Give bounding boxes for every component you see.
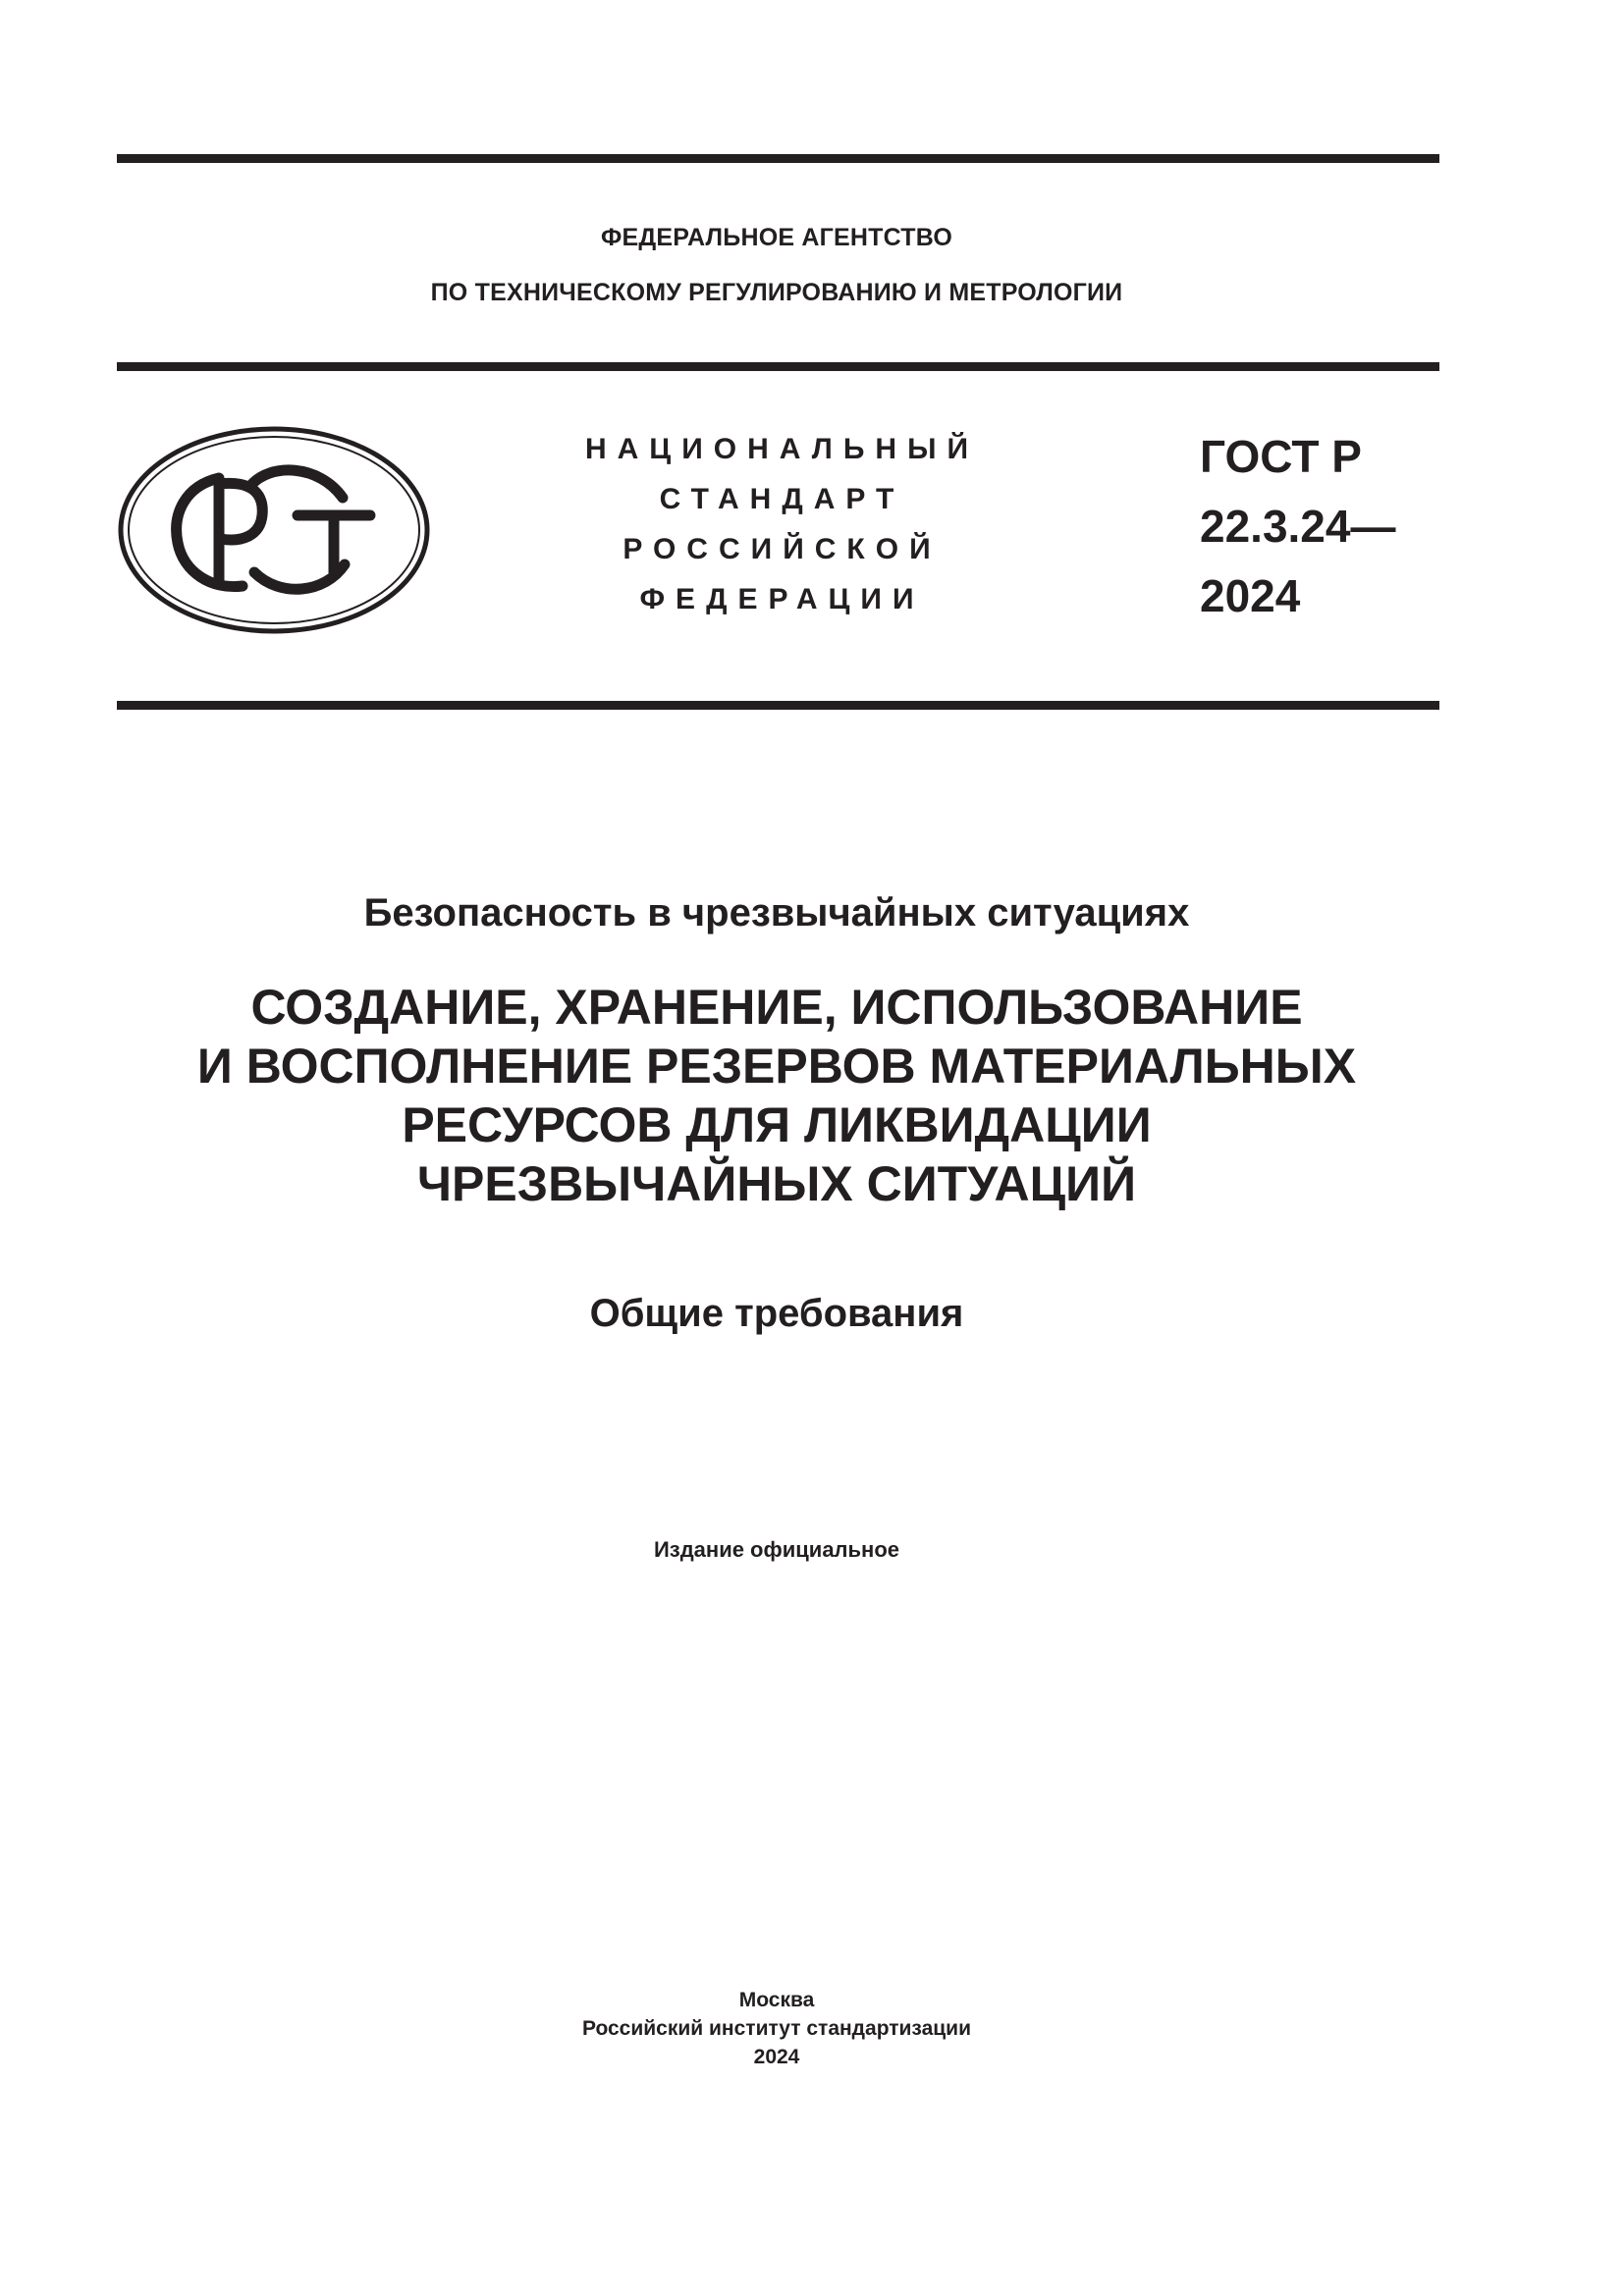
- national-line-4: ФЕДЕРАЦИИ: [639, 583, 925, 615]
- document-subtitle: Общие требования: [589, 1292, 964, 1335]
- standard-block-divider-rule: [117, 701, 1439, 710]
- main-title: [0, 978, 1553, 1213]
- main-title-line-1: СОЗДАНИЕ, ХРАНЕНИЕ, ИСПОЛЬЗОВАНИЕ: [250, 980, 1303, 1035]
- designation-line-2: 22.3.24—: [1200, 501, 1396, 552]
- imprint-city: Москва: [738, 1989, 815, 2011]
- standard-designation: [1200, 422, 1395, 631]
- agency-name-line-1: ФЕДЕРАЛЬНОЕ АГЕНТСТВО: [601, 224, 952, 251]
- main-title-line-4: ЧРЕЗВЫЧАЙНЫХ СИТУАЦИЙ: [416, 1156, 1137, 1211]
- main-title-line-2: И ВОСПОЛНЕНИЕ РЕЗЕРВОВ МАТЕРИАЛЬНЫХ: [196, 1039, 1357, 1094]
- series-title: Безопасность в чрезвычайных ситуациях: [363, 891, 1190, 934]
- imprint-publisher: Российский институт стандартизации: [581, 2017, 972, 2040]
- designation-line-1: ГОСТ Р: [1200, 431, 1362, 482]
- header-divider-rule: [117, 362, 1439, 371]
- national-standard-label: [546, 424, 1007, 624]
- main-title-line-3: РЕСУРСОВ ДЛЯ ЛИКВИДАЦИИ: [402, 1097, 1152, 1152]
- top-rule: [117, 154, 1439, 163]
- imprint-year: 2024: [753, 2046, 800, 2068]
- imprint: [0, 1986, 1553, 2071]
- rst-certification-logo: [117, 425, 431, 635]
- agency-name-line-2: ПО ТЕХНИЧЕСКОМУ РЕГУЛИРОВАНИЮ И МЕТРОЛОГИИ: [430, 279, 1123, 306]
- national-line-3: РОССИЙСКОЙ: [623, 533, 942, 565]
- national-line-1: НАЦИОНАЛЬНЫЙ: [584, 433, 980, 465]
- edition-label: Издание официальное: [653, 1537, 900, 1562]
- national-line-2: СТАНДАРТ: [659, 483, 905, 515]
- designation-line-3: 2024: [1200, 570, 1301, 621]
